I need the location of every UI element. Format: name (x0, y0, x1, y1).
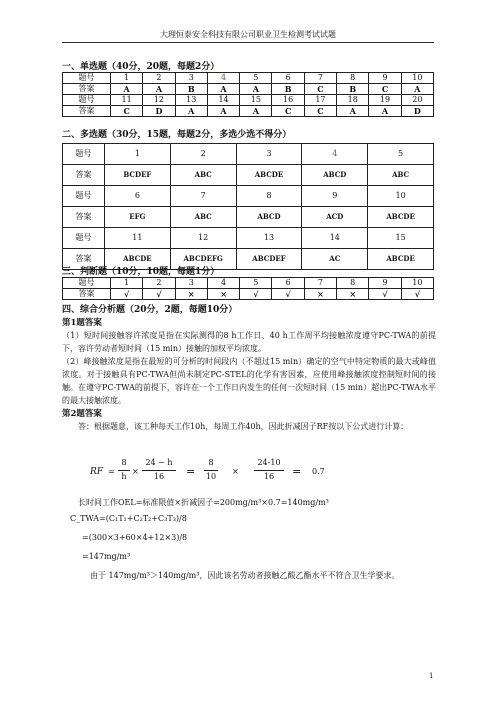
table-row (63, 165, 434, 186)
q1-title: 第1题答案 (62, 318, 102, 328)
cell: C (272, 106, 304, 117)
table-row (63, 144, 434, 165)
section-title-judge: 三、判断题（10分，10题，每题1分） (62, 267, 220, 277)
eq-sign: = (292, 465, 302, 478)
cell: 8 (337, 73, 369, 84)
cell: BCDEF (105, 165, 171, 186)
cell: √ (143, 289, 175, 300)
cell: 4 (302, 144, 368, 165)
cell: 8 (337, 278, 369, 289)
cell: A (240, 84, 272, 95)
cell: 16 (272, 95, 304, 106)
cell: 12 (143, 95, 175, 106)
multi-choice-table (62, 143, 434, 270)
cell: A (143, 84, 175, 95)
cell: √ (111, 289, 143, 300)
q2-title: 第2题答案 (62, 409, 102, 419)
cell: 1 (111, 73, 143, 84)
cell: C (304, 106, 336, 117)
rf-symbol: RF (90, 467, 104, 477)
cell: 11 (105, 228, 171, 249)
frac4-bar (254, 470, 284, 471)
cell: C (369, 84, 401, 95)
cell: C (111, 106, 143, 117)
cell: 5 (240, 73, 272, 84)
q2-intro: 答：根据题意，该工种每天工作10h，每周工作40h，因此折减因子RF按以下公式进行计算： (78, 422, 409, 431)
cell: A (175, 106, 207, 117)
label-a: 答案 (63, 165, 105, 186)
cell: A (207, 106, 239, 117)
cell: ABC (170, 207, 236, 228)
cell: 12 (170, 228, 236, 249)
cell: B (272, 84, 304, 95)
label-a: 答案 (63, 249, 105, 270)
cell: ABCD (236, 207, 302, 228)
table-row (63, 186, 434, 207)
cell: EFG (105, 207, 171, 228)
cell: 2 (143, 278, 175, 289)
cell: 10 (368, 186, 434, 207)
cell: 14 (207, 95, 239, 106)
frac3-den: 10 (205, 472, 217, 481)
cell: 4 (207, 278, 239, 289)
cell: 2 (143, 73, 175, 84)
label-q: 题号 (63, 278, 111, 289)
cell: ACD (302, 207, 368, 228)
section-title-multi: 二、多选题（30分，15题，每题2分，多选少选不得分） (62, 130, 292, 140)
section-title-analysis: 四、综合分析题（20分，2题，每题10分） (62, 305, 238, 315)
cell: 20 (401, 95, 433, 106)
page-number: 1 (429, 672, 434, 680)
cell: 15 (368, 228, 434, 249)
label-q: 题号 (63, 186, 105, 207)
cell: 5 (240, 278, 272, 289)
label-q: 题号 (63, 95, 111, 106)
cell: 17 (304, 95, 336, 106)
label-q: 题号 (63, 228, 105, 249)
rf-result: 0.7 (312, 467, 325, 476)
cell: × (175, 289, 207, 300)
frac2-num: 24 − h (145, 458, 173, 467)
cell: 7 (304, 73, 336, 84)
cell: 18 (337, 95, 369, 106)
table-row (63, 95, 434, 106)
cell: A (401, 84, 433, 95)
cell: 2 (170, 144, 236, 165)
cell: 7 (170, 186, 236, 207)
cell: √ (240, 289, 272, 300)
ctwa-substitution: =(300×3+60×4+12×3)/8 (82, 533, 188, 542)
cell: 3 (175, 278, 207, 289)
label-a: 答案 (63, 84, 111, 95)
ctwa-result: =147mg/m³ (82, 552, 131, 561)
table-row (63, 106, 434, 117)
cell: √ (272, 289, 304, 300)
frac1-bar (118, 470, 130, 471)
frac4-num: 24-10 (257, 458, 281, 467)
frac1-den: h (121, 472, 127, 481)
cell: A (240, 106, 272, 117)
frac2-bar (142, 470, 176, 471)
page-header: 大理恒泰安全科技有限公司职业卫生检测考试试题 (160, 30, 336, 39)
cell: 10 (401, 73, 433, 84)
cell: ABCDEF (236, 249, 302, 270)
single-choice-table (62, 72, 434, 117)
cell: √ (401, 289, 433, 300)
cell: B (175, 84, 207, 95)
cell: ABCDE (368, 207, 434, 228)
cell: A (111, 84, 143, 95)
table-row (63, 278, 434, 289)
cell: 9 (369, 278, 401, 289)
cell: 6 (105, 186, 171, 207)
frac3-bar (204, 470, 218, 471)
table-row (63, 207, 434, 228)
times-sign: × (232, 467, 239, 476)
frac4-den: 16 (263, 472, 275, 481)
cell: √ (369, 289, 401, 300)
cell: × (337, 289, 369, 300)
cell: A (369, 106, 401, 117)
cell: ABC (170, 165, 236, 186)
cell: 6 (272, 278, 304, 289)
cell: 6 (272, 73, 304, 84)
cell: C (304, 84, 336, 95)
cell: 15 (240, 95, 272, 106)
cell: D (143, 106, 175, 117)
frac1-num: 8 (121, 458, 127, 467)
cell: 13 (236, 228, 302, 249)
cell: ABCDE (368, 249, 434, 270)
q1-paragraph-1: （1）短时间接触容许浓度是指在实际测得的8 h工作日、40 h工作周平均接触浓度遵守PC-TWA的前提下，容许劳动者短时间（15 min）接触的加权平均浓度。 (62, 331, 436, 353)
cell: 1 (111, 278, 143, 289)
cell: 9 (369, 73, 401, 84)
eq-sign: = (108, 467, 115, 476)
cell: ABCDE (236, 165, 302, 186)
cell: 7 (304, 278, 336, 289)
cell: ABCDE (105, 249, 171, 270)
cell: 9 (302, 186, 368, 207)
cell: B (337, 84, 369, 95)
cell: × (304, 289, 336, 300)
header-rule (62, 42, 434, 43)
q1-paragraph-2: （2）峰接触浓度是指在最短的可分析的时间段内（不超过15 min）确定的空气中特定物质的最大或峰值浓度。对于接触具有PC-TWA但尚未制定PC-STEL的化学有害因素，应使用峰接触浓度控制短时间的接触。在遵守PC-TWA的前提下，容许在一个工作日内发生的任何一次短时间（15 min）超出PC-TWA水平的最大接触浓度。 (62, 357, 436, 405)
frac2-den: 16 (153, 472, 165, 481)
table-row (63, 73, 434, 84)
cell: 19 (369, 95, 401, 106)
q2-conclusion: 由于 147mg/m³＞140mg/m³，因此该名劳动者接触乙酸乙酯水平不符合卫生学要求。 (90, 571, 400, 580)
cell: 13 (175, 95, 207, 106)
label-a: 答案 (63, 106, 111, 117)
label-q: 题号 (63, 144, 105, 165)
table-row (63, 84, 434, 95)
cell: 5 (368, 144, 434, 165)
cell: 3 (175, 73, 207, 84)
cell: × (207, 289, 239, 300)
judge-table (62, 277, 434, 300)
times-sign: × (132, 467, 139, 476)
frac3-num: 8 (208, 458, 214, 467)
cell: D (401, 106, 433, 117)
cell: 14 (302, 228, 368, 249)
label-a: 答案 (63, 289, 111, 300)
cell: AC (302, 249, 368, 270)
label-q: 题号 (63, 73, 111, 84)
oel-line: 长时间工作OEL=标准限值×折减因子=200mg/m³×0.7=140mg/m³ (78, 498, 329, 507)
cell: 8 (236, 186, 302, 207)
cell: 1 (105, 144, 171, 165)
cell: ABC (368, 165, 434, 186)
table-row (63, 228, 434, 249)
cell: 4 (207, 73, 239, 84)
cell: A (337, 106, 369, 117)
cell: 3 (236, 144, 302, 165)
ctwa-formula: C_TWA=(C₁T₁+C₂T₂+C₃T₃)/8 (70, 514, 187, 523)
eq-sign: = (186, 465, 196, 478)
section-title-single: 一、单选题（40分，20题，每题2分） (62, 62, 220, 72)
cell: ABCD (302, 165, 368, 186)
cell: 10 (401, 278, 433, 289)
cell: A (207, 84, 239, 95)
label-a: 答案 (63, 207, 105, 228)
cell: 11 (111, 95, 143, 106)
table-row (63, 289, 434, 300)
cell: ABCDEFG (170, 249, 236, 270)
